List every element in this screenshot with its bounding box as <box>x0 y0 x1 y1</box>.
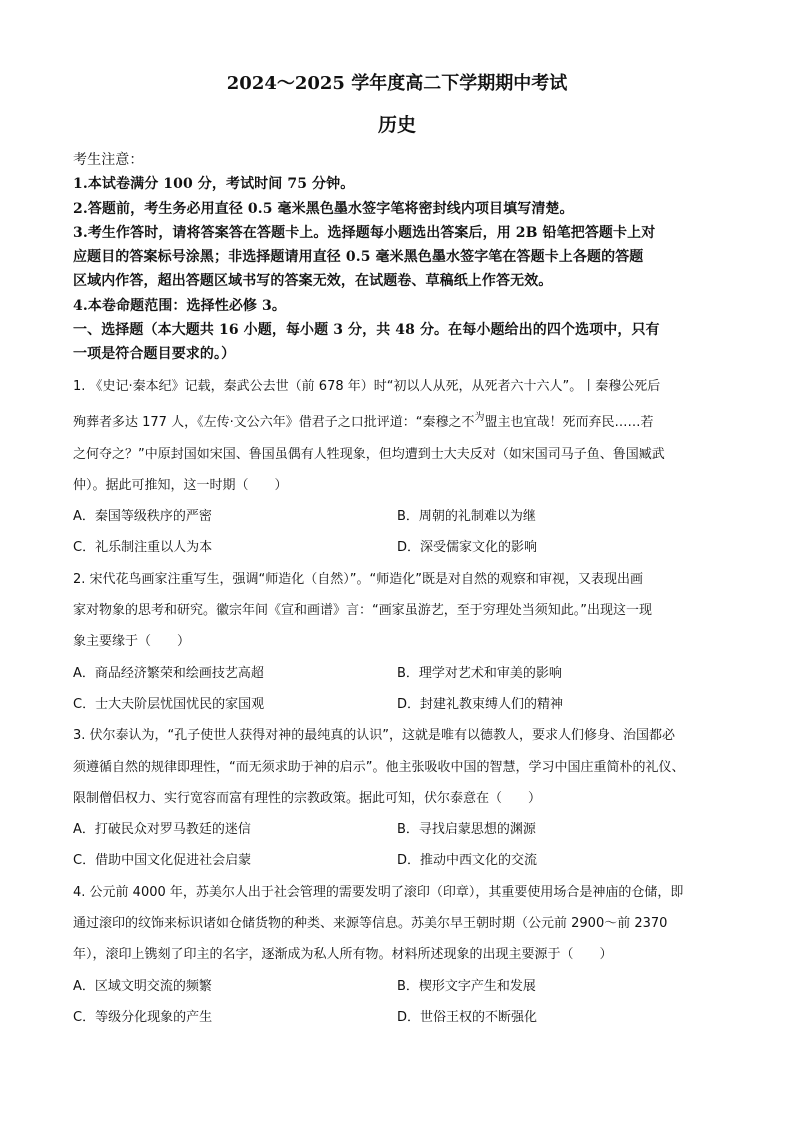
note-item: 1.本试卷满分 100 分，考试时间 75 分钟。 <box>73 176 355 193</box>
option-a[interactable]: A．秦国等级秩序的严密 <box>73 509 212 525</box>
option-group <box>73 814 723 877</box>
stem-line: 年），滚印上镌刻了印主的名字，逐渐成为私人所有物。材料所述现象的出现主要源于（ ） <box>73 947 613 963</box>
note-item: 区域内作答，超出答题区域书写的答案无效，在试题卷、草稿纸上作答无效。 <box>73 273 553 290</box>
option-d[interactable]: D．推动中西文化的交流 <box>397 853 538 869</box>
stem-text: 盟主也宜哉！死而弃民……若 <box>484 415 654 431</box>
section-heading-cont: 一项是符合题目要求的。） <box>73 346 236 363</box>
question-4 <box>73 877 723 1033</box>
stem-line: 1. 《史记·秦本纪》记载，秦武公去世（前 678 年）时“初以人从死，从死者六十六人”。丨秦穆公死后 <box>73 379 661 394</box>
option-a[interactable]: A．打破民众对罗马教廷的迷信 <box>73 822 251 838</box>
exam-notes <box>73 148 723 367</box>
note-item: 3.考生作答时，请将答案答在答题卡上。选择题每小题选出答案后，用 2B 铅笔把答题卡上对 <box>73 224 656 241</box>
option-c[interactable]: C．借助中国文化促进社会启蒙 <box>73 853 252 869</box>
option-a[interactable]: A．区域文明交流的频繁 <box>73 978 212 994</box>
note-item: 2.答题前，考生务必用直径 0.5 毫米黑色墨水签字笔将密封线内项目填写清楚。 <box>73 200 574 217</box>
option-d[interactable]: D．世俗王权的不断强化 <box>397 1009 538 1025</box>
option-a[interactable]: A．商品经济繁荣和绘画技艺高超 <box>73 665 264 681</box>
question-list <box>73 371 723 1033</box>
section-heading: 一、选择题（本大题共 16 小题，每小题 3 分，共 48 分。在每小题给出的四个选项中，只有 <box>73 322 660 339</box>
stem-line: 4. 公元前 4000 年，苏美尔人出于社会管理的需要发明了滚印（印章），其重要使用场合是神庙的仓储，即 <box>73 884 684 900</box>
option-group <box>73 658 723 721</box>
stem-line: 限制僧侣权力、实行宽容而富有理性的宗教政策。据此可知，伏尔泰意在（ ） <box>73 790 542 806</box>
option-c[interactable]: C．等级分化现象的产生 <box>73 1009 213 1025</box>
note-item: 应题目的答案标号涂黑；非选择题请用直径 0.5 毫米黑色墨水签字笔在答题卡上各题的答题 <box>73 249 644 266</box>
stem-line: 须遵循自然的规律即理性，“而无须求助于神的启示”。他主张吸收中国的智慧，学习中国庄重简朴的礼仪、 <box>73 759 685 775</box>
stem-line <box>73 402 723 438</box>
option-group <box>73 971 723 1034</box>
stem-line: 3. 伏尔泰认为，“孔子使世人获得对神的最纯真的认识”，这就是唯有以德教人，要求人们修身、治国都必 <box>73 728 676 744</box>
option-b[interactable]: B．楔形文字产生和发展 <box>397 978 536 994</box>
question-stem <box>73 877 723 971</box>
exam-title: 2024～2025 学年度高二下学期期中考试 <box>226 73 568 94</box>
stem-line: 仲）。据此可推知，这一时期（ ） <box>73 477 288 493</box>
question-stem <box>73 564 723 658</box>
stem-line: 象主要缘于（ ） <box>73 634 191 650</box>
stem-text: 殉葬者多达 177 人，《左传·文公六年》借君子之口批评道：“秦穆之不 <box>73 415 475 431</box>
question-1 <box>73 371 723 564</box>
notes-heading: 考生注意： <box>73 152 144 168</box>
option-c[interactable]: C．士大夫阶层忧国忧民的家国观 <box>73 696 265 712</box>
note-item: 4.本卷命题范围：选择性必修 3。 <box>73 297 286 314</box>
stem-line: 2. 宋代花鸟画家注重写生，强调“师造化（自然）”。“师造化”既是对自然的观察和审视，又表现出画 <box>73 571 643 587</box>
option-b[interactable]: B．寻找启蒙思想的渊源 <box>397 822 536 838</box>
stem-line: 之何夺之？”中原封国如宋国、鲁国虽偶有人牲现象，但均遭到士大夫反对（如宋国司马子鱼、鲁国臧武 <box>73 446 665 462</box>
option-d[interactable]: D．封建礼教束缚人们的精神 <box>397 696 564 712</box>
superscript-mark: 为 <box>474 412 485 424</box>
option-c[interactable]: C．礼乐制注重以人为本 <box>73 540 213 556</box>
question-2 <box>73 564 723 720</box>
stem-line: 通过滚印的纹饰来标识诸如仓储货物的种类、来源等信息。苏美尔早王朝时期（公元前 2900～前 2370 <box>73 916 668 932</box>
option-b[interactable]: B．周朝的礼制难以为继 <box>397 509 536 525</box>
question-stem <box>73 371 723 501</box>
question-3 <box>73 720 723 876</box>
option-group <box>73 501 723 564</box>
option-d[interactable]: D．深受儒家文化的影响 <box>397 540 538 556</box>
subject-title: 历史 <box>377 114 416 136</box>
question-stem <box>73 720 723 814</box>
option-b[interactable]: B．理学对艺术和审美的影响 <box>397 665 562 681</box>
stem-line: 家对物象的思考和研究。徽宗年间《宣和画谱》言：“画家虽游艺，至于穷理处当须知此。”出现这一现 <box>73 603 652 619</box>
